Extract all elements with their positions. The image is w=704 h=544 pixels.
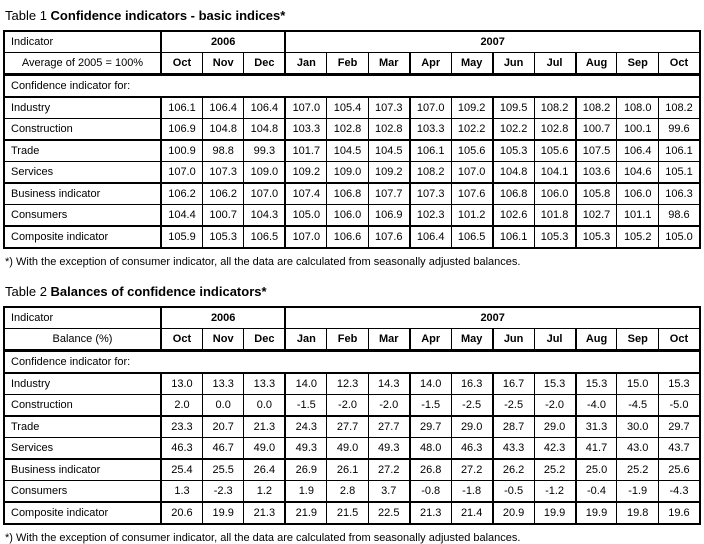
data-cell: 21.9 [285,502,326,524]
data-cell: 46.3 [451,438,492,460]
data-cell: -2.5 [493,395,534,417]
table-row [4,395,700,417]
data-cell: 21.3 [410,502,451,524]
data-cell: 106.2 [202,183,243,205]
data-cell: 21.3 [244,416,285,438]
data-cell: 13.3 [244,373,285,395]
data-cell: -1.5 [410,395,451,417]
data-cell: 27.2 [368,459,409,481]
month-header: Aug [576,329,617,351]
table-row [4,140,700,162]
data-cell: 27.7 [368,416,409,438]
data-cell: 106.1 [410,140,451,162]
data-cell: 21.3 [244,502,285,524]
table2-block [3,284,704,544]
row-label: Construction [4,395,161,417]
data-cell: 105.3 [534,226,575,248]
data-cell: 108.2 [410,162,451,184]
month-header: Jun [493,329,534,351]
data-cell: 103.3 [285,119,326,141]
data-cell: 31.3 [576,416,617,438]
data-cell: 105.6 [451,140,492,162]
table-row [4,183,700,205]
data-cell: 49.3 [285,438,326,460]
data-cell: 109.2 [368,162,409,184]
data-cell: -2.0 [534,395,575,417]
data-cell: 105.0 [658,226,700,248]
header-month-row [4,53,700,75]
data-cell: 109.5 [493,97,534,119]
month-header: Mar [368,329,409,351]
data-cell: 14.3 [368,373,409,395]
data-cell: 108.2 [576,97,617,119]
month-header: Aug [576,53,617,75]
month-header: Jul [534,53,575,75]
data-cell: 30.0 [617,416,658,438]
data-cell: 105.2 [617,226,658,248]
year-header: 2006 [161,31,285,53]
data-cell: 15.3 [658,373,700,395]
data-cell: 108.2 [534,97,575,119]
data-cell: 100.7 [202,205,243,227]
data-cell: 29.7 [658,416,700,438]
row-label: Composite indicator [4,226,161,248]
data-cell: 26.9 [285,459,326,481]
table1-footnote: *) With the exception of consumer indicator, all the data are calculated from seasonally adjusted balances. [5,256,521,268]
data-cell: 103.6 [576,162,617,184]
data-cell: 105.0 [285,205,326,227]
data-cell: -4.0 [576,395,617,417]
data-cell: 1.9 [285,481,326,503]
section-row [4,351,700,374]
data-cell: 13.0 [161,373,202,395]
data-cell: 24.3 [285,416,326,438]
data-cell: -1.9 [617,481,658,503]
month-header: Apr [410,53,451,75]
data-cell: 102.2 [451,119,492,141]
data-cell: 108.0 [617,97,658,119]
table1-title [5,8,704,23]
data-cell: 102.3 [410,205,451,227]
month-header: Nov [202,53,243,75]
data-cell: 99.3 [244,140,285,162]
indicator-header-cell: Indicator [4,31,161,53]
table1-block [3,8,704,268]
section-label: Confidence indicator for: [4,351,700,374]
table1-title-text: Confidence indicators - basic indices* [50,8,286,23]
unit-header-cell: Average of 2005 = 100% [4,53,161,75]
data-cell: 1.2 [244,481,285,503]
data-cell: 102.6 [493,205,534,227]
table-row [4,162,700,184]
data-cell: 104.8 [493,162,534,184]
data-cell: 109.0 [327,162,368,184]
data-cell: 14.0 [285,373,326,395]
month-header: Dec [244,329,285,351]
data-cell: 104.8 [202,119,243,141]
header-month-row [4,329,700,351]
data-cell: 104.4 [161,205,202,227]
table-row [4,416,700,438]
table-row [4,226,700,248]
table-row [4,459,700,481]
month-header: Nov [202,329,243,351]
data-cell: 107.0 [451,162,492,184]
data-cell: 98.6 [658,205,700,227]
data-cell: 19.6 [658,502,700,524]
data-cell: 19.9 [534,502,575,524]
month-header: Jan [285,53,326,75]
data-cell: 26.1 [327,459,368,481]
data-cell: 19.9 [576,502,617,524]
data-cell: 105.3 [576,226,617,248]
table-row [4,502,700,524]
data-cell: 2.0 [161,395,202,417]
data-cell: 107.3 [368,97,409,119]
indicator-header-cell: Indicator [4,307,161,329]
data-cell: -2.3 [202,481,243,503]
section-row [4,75,700,98]
data-cell: 27.7 [327,416,368,438]
data-cell: 108.2 [658,97,700,119]
data-cell: 14.0 [410,373,451,395]
data-cell: 48.0 [410,438,451,460]
data-cell: -4.3 [658,481,700,503]
table2-mount [3,306,704,525]
data-cell: 43.7 [658,438,700,460]
month-header: Sep [617,329,658,351]
row-label: Composite indicator [4,502,161,524]
data-cell: 13.3 [202,373,243,395]
data-cell: 106.4 [617,140,658,162]
data-cell: 106.6 [327,226,368,248]
row-label: Trade [4,416,161,438]
data-cell: 29.7 [410,416,451,438]
row-label: Services [4,438,161,460]
data-cell: 15.3 [534,373,575,395]
data-cell: -1.2 [534,481,575,503]
row-label: Consumers [4,481,161,503]
data-cell: 105.6 [534,140,575,162]
year-header: 2007 [285,31,700,53]
data-cell: 15.0 [617,373,658,395]
data-cell: 16.3 [451,373,492,395]
data-cell: 106.4 [410,226,451,248]
data-cell: 2.8 [327,481,368,503]
data-cell: 101.1 [617,205,658,227]
data-cell: 0.0 [244,395,285,417]
data-cell: -2.0 [368,395,409,417]
data-cell: 106.1 [658,140,700,162]
data-cell: 107.4 [285,183,326,205]
table2-footnote: *) With the exception of consumer indicator, all the data are calculated from seasonally adjusted balances. [5,532,521,544]
data-cell: 106.0 [617,183,658,205]
data-cell: 106.3 [658,183,700,205]
data-cell: 49.3 [368,438,409,460]
table-row [4,438,700,460]
data-cell: 26.4 [244,459,285,481]
data-cell: 16.7 [493,373,534,395]
data-cell: 26.8 [410,459,451,481]
table1-title-prefix: Table 1 [5,8,47,23]
data-cell: 25.2 [534,459,575,481]
data-cell: 23.3 [161,416,202,438]
data-cell: 46.7 [202,438,243,460]
table2-title [5,284,704,299]
data-cell: 106.1 [161,97,202,119]
data-cell: 106.8 [493,183,534,205]
month-header: May [451,329,492,351]
data-cell: 104.3 [244,205,285,227]
month-header: Feb [327,329,368,351]
row-label: Industry [4,373,161,395]
data-cell: 19.9 [202,502,243,524]
row-label: Industry [4,97,161,119]
data-cell: 15.3 [576,373,617,395]
data-cell: 43.0 [617,438,658,460]
table1-mount [3,30,704,249]
month-header: Jul [534,329,575,351]
month-header: Oct [658,329,700,351]
year-header: 2007 [285,307,700,329]
data-cell: 20.7 [202,416,243,438]
data-cell: 43.3 [493,438,534,460]
data-cell: 49.0 [244,438,285,460]
data-cell: 106.5 [244,226,285,248]
data-cell: -2.0 [327,395,368,417]
data-cell: 109.2 [285,162,326,184]
month-header: Feb [327,53,368,75]
data-cell: -0.4 [576,481,617,503]
data-cell: 106.4 [244,97,285,119]
data-cell: 42.3 [534,438,575,460]
data-cell: 25.0 [576,459,617,481]
data-cell: 100.1 [617,119,658,141]
row-label: Construction [4,119,161,141]
data-cell: 106.4 [202,97,243,119]
data-cell: 106.8 [327,183,368,205]
data-cell: 20.6 [161,502,202,524]
data-cell: 107.3 [410,183,451,205]
data-cell: 104.8 [244,119,285,141]
data-cell: 101.2 [451,205,492,227]
data-cell: 107.5 [576,140,617,162]
data-cell: 104.5 [368,140,409,162]
data-cell: 25.4 [161,459,202,481]
data-cell: 21.5 [327,502,368,524]
data-cell: 25.2 [617,459,658,481]
table-row [4,119,700,141]
data-cell: 109.0 [244,162,285,184]
data-cell: 106.5 [451,226,492,248]
data-cell: 106.0 [534,183,575,205]
month-header: Oct [161,329,202,351]
unit-header-cell: Balance (%) [4,329,161,351]
month-header: Jun [493,53,534,75]
data-cell: 105.8 [576,183,617,205]
data-cell: -5.0 [658,395,700,417]
month-header: Dec [244,53,285,75]
data-cell: 107.7 [368,183,409,205]
data-cell: 104.1 [534,162,575,184]
data-cell: 12.3 [327,373,368,395]
data-cell: 100.7 [576,119,617,141]
data-cell: 20.9 [493,502,534,524]
data-cell: 22.5 [368,502,409,524]
data-cell: 46.3 [161,438,202,460]
data-cell: 27.2 [451,459,492,481]
data-cell: 105.1 [658,162,700,184]
year-header: 2006 [161,307,285,329]
data-cell: 106.1 [493,226,534,248]
data-cell: -4.5 [617,395,658,417]
data-cell: 105.3 [202,226,243,248]
data-cell: 101.8 [534,205,575,227]
month-header: Sep [617,53,658,75]
section-label: Confidence indicator for: [4,75,700,98]
data-cell: 1.3 [161,481,202,503]
row-label: Business indicator [4,459,161,481]
row-label: Business indicator [4,183,161,205]
data-cell: 41.7 [576,438,617,460]
data-cell: 105.3 [493,140,534,162]
table2-title-prefix: Table 2 [5,284,47,299]
data-cell: 104.5 [327,140,368,162]
month-header: Apr [410,329,451,351]
month-header: May [451,53,492,75]
data-cell: 29.0 [534,416,575,438]
data-cell: 104.6 [617,162,658,184]
table-row [4,373,700,395]
data-cell: 99.6 [658,119,700,141]
data-cell: 100.9 [161,140,202,162]
data-cell: 98.8 [202,140,243,162]
data-cell: 105.9 [161,226,202,248]
data-cell: 102.8 [327,119,368,141]
data-cell: 106.0 [327,205,368,227]
data-cell: 26.2 [493,459,534,481]
data-cell: -0.5 [493,481,534,503]
table-row [4,97,700,119]
indicator-table-1 [3,30,701,249]
data-cell: 109.2 [451,97,492,119]
data-cell: 101.7 [285,140,326,162]
data-cell: 107.0 [244,183,285,205]
data-cell: 29.0 [451,416,492,438]
month-header: Jan [285,329,326,351]
data-cell: 102.8 [368,119,409,141]
month-header: Oct [161,53,202,75]
data-cell: -0.8 [410,481,451,503]
data-cell: 107.3 [202,162,243,184]
data-cell: 3.7 [368,481,409,503]
data-cell: 105.4 [327,97,368,119]
data-cell: 107.6 [368,226,409,248]
data-cell: 106.9 [161,119,202,141]
data-cell: 107.6 [451,183,492,205]
data-cell: 106.9 [368,205,409,227]
row-label: Services [4,162,161,184]
data-cell: -2.5 [451,395,492,417]
data-cell: 25.6 [658,459,700,481]
data-cell: 107.0 [410,97,451,119]
data-cell: -1.5 [285,395,326,417]
data-cell: 28.7 [493,416,534,438]
data-cell: 49.0 [327,438,368,460]
data-cell: 103.3 [410,119,451,141]
data-cell: 21.4 [451,502,492,524]
month-header: Mar [368,53,409,75]
header-year-row [4,31,700,53]
data-cell: 107.0 [285,226,326,248]
table-row [4,205,700,227]
data-cell: -1.8 [451,481,492,503]
row-label: Consumers [4,205,161,227]
table2-title-text: Balances of confidence indicators* [50,284,267,299]
data-cell: 102.2 [493,119,534,141]
data-cell: 107.0 [285,97,326,119]
data-cell: 25.5 [202,459,243,481]
header-year-row [4,307,700,329]
data-cell: 102.7 [576,205,617,227]
data-cell: 102.8 [534,119,575,141]
row-label: Trade [4,140,161,162]
data-cell: 107.0 [161,162,202,184]
indicator-table-2 [3,306,701,525]
data-cell: 0.0 [202,395,243,417]
data-cell: 106.2 [161,183,202,205]
table-row [4,481,700,503]
month-header: Oct [658,53,700,75]
data-cell: 19.8 [617,502,658,524]
